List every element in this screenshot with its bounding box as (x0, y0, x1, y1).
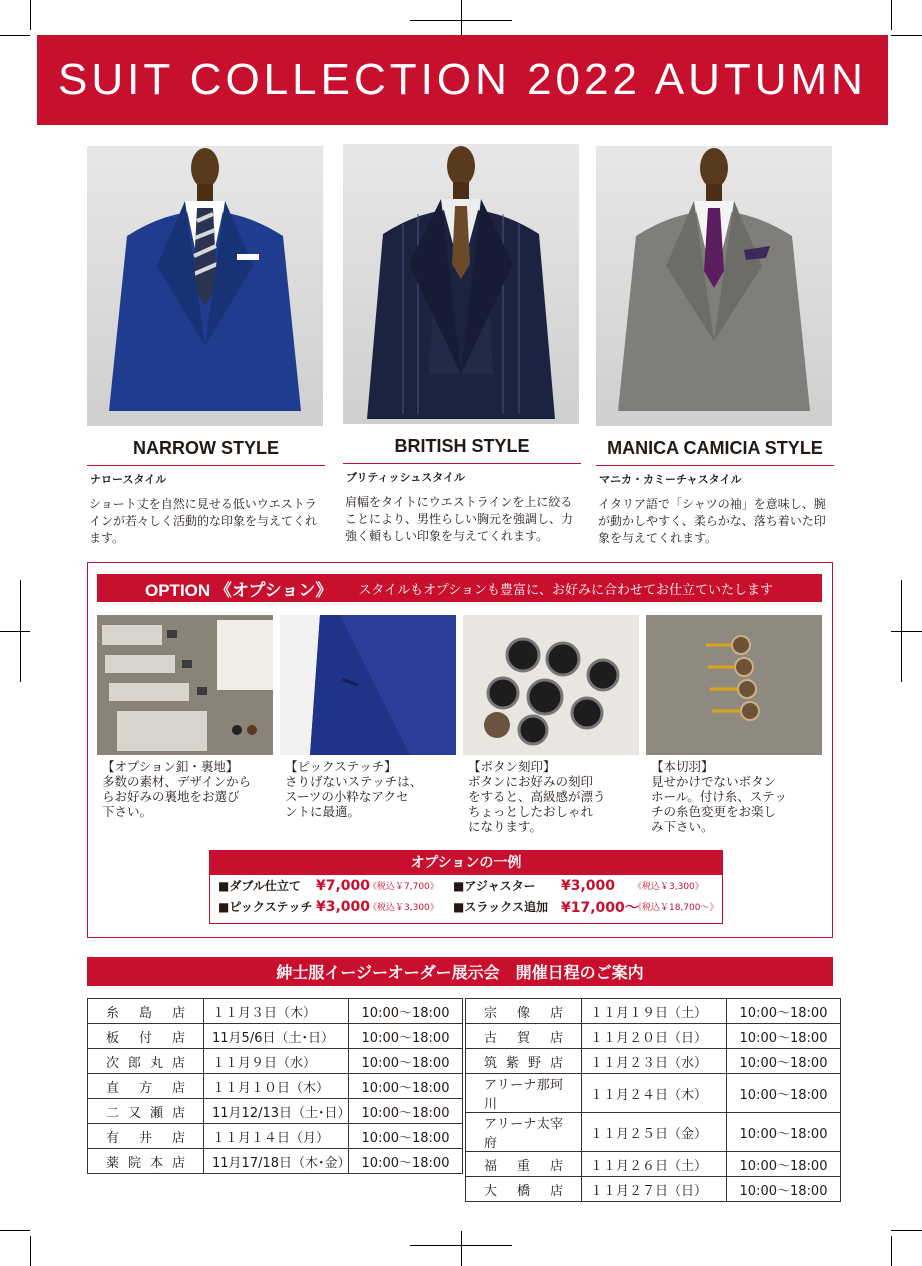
event-date: １１月３日（木） (204, 999, 349, 1024)
price-value: ¥17,000〜 (561, 899, 639, 916)
store-name: 宗像店 (466, 999, 582, 1024)
event-date: 11月5/6日（土･日） (204, 1024, 349, 1049)
style-kana: ブリティッシュスタイル (346, 471, 466, 484)
schedule-row (466, 1177, 841, 1202)
schedule-row (466, 1074, 841, 1113)
store-name: 直方店 (88, 1074, 204, 1099)
price-value: ¥7,000 (316, 877, 371, 894)
crop-mark (891, 1230, 922, 1231)
price-tax: 《税込￥3,300》 (368, 903, 439, 913)
event-hours: 10:00〜18:00 (727, 1024, 841, 1049)
style-card-british (343, 144, 581, 545)
event-date: １１月１９日（土） (582, 999, 727, 1024)
suit-photo (343, 144, 579, 424)
crop-mark (30, 0, 31, 30)
event-hours: 10:00〜18:00 (727, 1074, 841, 1113)
option-item (97, 615, 273, 819)
schedule-row (466, 1152, 841, 1177)
option-text: 【本切羽】 見せかけでないボタン ホール。付け糸、ステッ チの糸色変更をお楽し み下さい。 (651, 759, 788, 834)
style-card-narrow (87, 146, 325, 547)
event-hours: 10:00〜18:00 (727, 1177, 841, 1202)
schedule-table-right (465, 998, 841, 1202)
event-hours: 10:00〜18:00 (349, 1024, 463, 1049)
schedule-table-left (87, 998, 463, 1174)
event-hours: 10:00〜18:00 (727, 1049, 841, 1074)
store-name: 古賀店 (466, 1024, 582, 1049)
style-description: ショート丈を自然に見せる低いウエストラインが若々しく活動的な印象を与えてくれます。 (89, 497, 318, 545)
style-description: イタリア語で「シャツの袖」を意味し、腕が動かしやすく、柔らかな、落ち着いた印象を与えてくれます。 (598, 497, 826, 545)
event-date: １１月２４日（木） (582, 1074, 727, 1113)
style-name: MANICA CAMICIA STYLE (596, 438, 834, 466)
event-date: １１月９日（水） (204, 1049, 349, 1074)
pick-stitch-photo (280, 615, 456, 755)
crop-mark (461, 1231, 462, 1266)
price-tax: 《税込￥18,700〜》 (633, 903, 719, 913)
event-hours: 10:00〜18:00 (349, 1149, 463, 1174)
working-buttonhole-photo (646, 615, 822, 755)
store-name: 二又瀬店 (88, 1099, 204, 1124)
crop-mark (461, 0, 462, 35)
price-label: ■アジャスター (453, 879, 536, 893)
schedule-row (88, 1124, 463, 1149)
crop-mark (20, 580, 21, 682)
price-tax: 《税込￥3,300》 (633, 882, 704, 892)
price-tax: 《税込￥7,700》 (368, 882, 439, 892)
price-row (210, 896, 722, 917)
store-name: 薬院本店 (88, 1149, 204, 1174)
event-date: １１月２０日（日） (582, 1024, 727, 1049)
fabric-swatch-photo (97, 615, 273, 755)
option-text: 【オプション釦・裏地】 多数の素材、デザインから らお好みの裏地をお選び 下さい。 (102, 759, 252, 819)
option-item (463, 615, 639, 834)
schedule-row (88, 1049, 463, 1074)
crop-mark (891, 1236, 892, 1266)
option-item (646, 615, 822, 834)
schedule-row (88, 1024, 463, 1049)
option-subtitle: スタイルもオプションも豊富に、お好みに合わせてお仕立ていたします (358, 582, 773, 598)
schedule-title: 紳士服イージーオーダー展示会 開催日程のご案内 (87, 957, 833, 986)
price-label: ■ダブル仕立て (218, 879, 301, 893)
price-label: ■ピックステッチ (218, 900, 313, 914)
event-date: 11月12/13日（土･日） (204, 1099, 349, 1124)
event-date: １１月１０日（木） (204, 1074, 349, 1099)
option-header (97, 574, 822, 602)
schedule-row (88, 1099, 463, 1124)
event-date: １１月２７日（日） (582, 1177, 727, 1202)
schedule-row (466, 1113, 841, 1152)
event-hours: 10:00〜18:00 (727, 1113, 841, 1152)
crop-mark (891, 0, 892, 30)
crop-mark (0, 1230, 30, 1231)
event-date: １１月２６日（土） (582, 1152, 727, 1177)
store-name: 糸島店 (88, 999, 204, 1024)
suit-photo (87, 146, 323, 426)
event-hours: 10:00〜18:00 (727, 999, 841, 1024)
crop-mark (901, 580, 902, 682)
crop-mark (30, 1236, 31, 1266)
schedule-row (466, 1024, 841, 1049)
event-hours: 10:00〜18:00 (349, 1099, 463, 1124)
style-kana: ナロースタイル (90, 473, 167, 486)
title-banner (37, 35, 888, 125)
price-row (210, 875, 722, 896)
store-name: 大橋店 (466, 1177, 582, 1202)
style-name: BRITISH STYLE (343, 436, 581, 464)
option-section (87, 562, 833, 938)
event-date: 11月17/18日（木･金） (204, 1149, 349, 1174)
store-name: 板付店 (88, 1024, 204, 1049)
store-name: 次郎丸店 (88, 1049, 204, 1074)
store-name: 筑紫野店 (466, 1049, 582, 1074)
option-price-table (209, 850, 723, 924)
schedule-row (88, 1149, 463, 1174)
option-title: OPTION 《オプション》 (145, 580, 333, 600)
schedule-row (88, 999, 463, 1024)
event-hours: 10:00〜18:00 (727, 1152, 841, 1177)
crop-mark (891, 631, 922, 632)
option-item (280, 615, 456, 819)
crop-mark (891, 35, 922, 36)
event-hours: 10:00〜18:00 (349, 1074, 463, 1099)
event-hours: 10:00〜18:00 (349, 1049, 463, 1074)
schedule-row (88, 1074, 463, 1099)
price-label: ■スラックス追加 (453, 900, 548, 914)
store-name: 有井店 (88, 1124, 204, 1149)
style-description: 肩幅をタイトにウエストラインを上に絞ることにより、男性らしい胸元を強調し、力強く頼もしい印象を与えてくれます。 (345, 495, 574, 543)
store-name: アリーナ太宰府 (466, 1113, 582, 1152)
store-name: アリーナ那珂川 (466, 1074, 582, 1113)
engraved-button-photo (463, 615, 639, 755)
schedule-row (466, 999, 841, 1024)
price-table-title: オプションの一例 (210, 851, 722, 875)
price-value: ¥3,000 (316, 898, 371, 915)
style-card-manica (596, 146, 834, 547)
store-name: 福重店 (466, 1152, 582, 1177)
suit-photo (596, 146, 832, 426)
option-text: 【ピックステッチ】 さりげないステッチは、 スーツの小粋なアクセ ントに最適。 (285, 759, 423, 819)
style-kana: マニカ・カミーチャスタイル (599, 473, 742, 486)
crop-mark (0, 35, 30, 36)
option-text: 【ボタン刻印】 ボタンにお好みの刻印 をすると、高級感が漂う ちょっとしたおしゃれ になります。 (468, 759, 606, 834)
event-date: １１月２３日（水） (582, 1049, 727, 1074)
price-value: ¥3,000 (561, 877, 616, 894)
event-hours: 10:00〜18:00 (349, 999, 463, 1024)
crop-mark (0, 631, 30, 632)
page-title: SUIT COLLECTION 2022 AUTUMN (58, 55, 867, 104)
event-hours: 10:00〜18:00 (349, 1124, 463, 1149)
event-date: １１月２５日（金） (582, 1113, 727, 1152)
event-date: １１月１４日（月） (204, 1124, 349, 1149)
schedule-row (466, 1049, 841, 1074)
style-name: NARROW STYLE (87, 438, 325, 466)
